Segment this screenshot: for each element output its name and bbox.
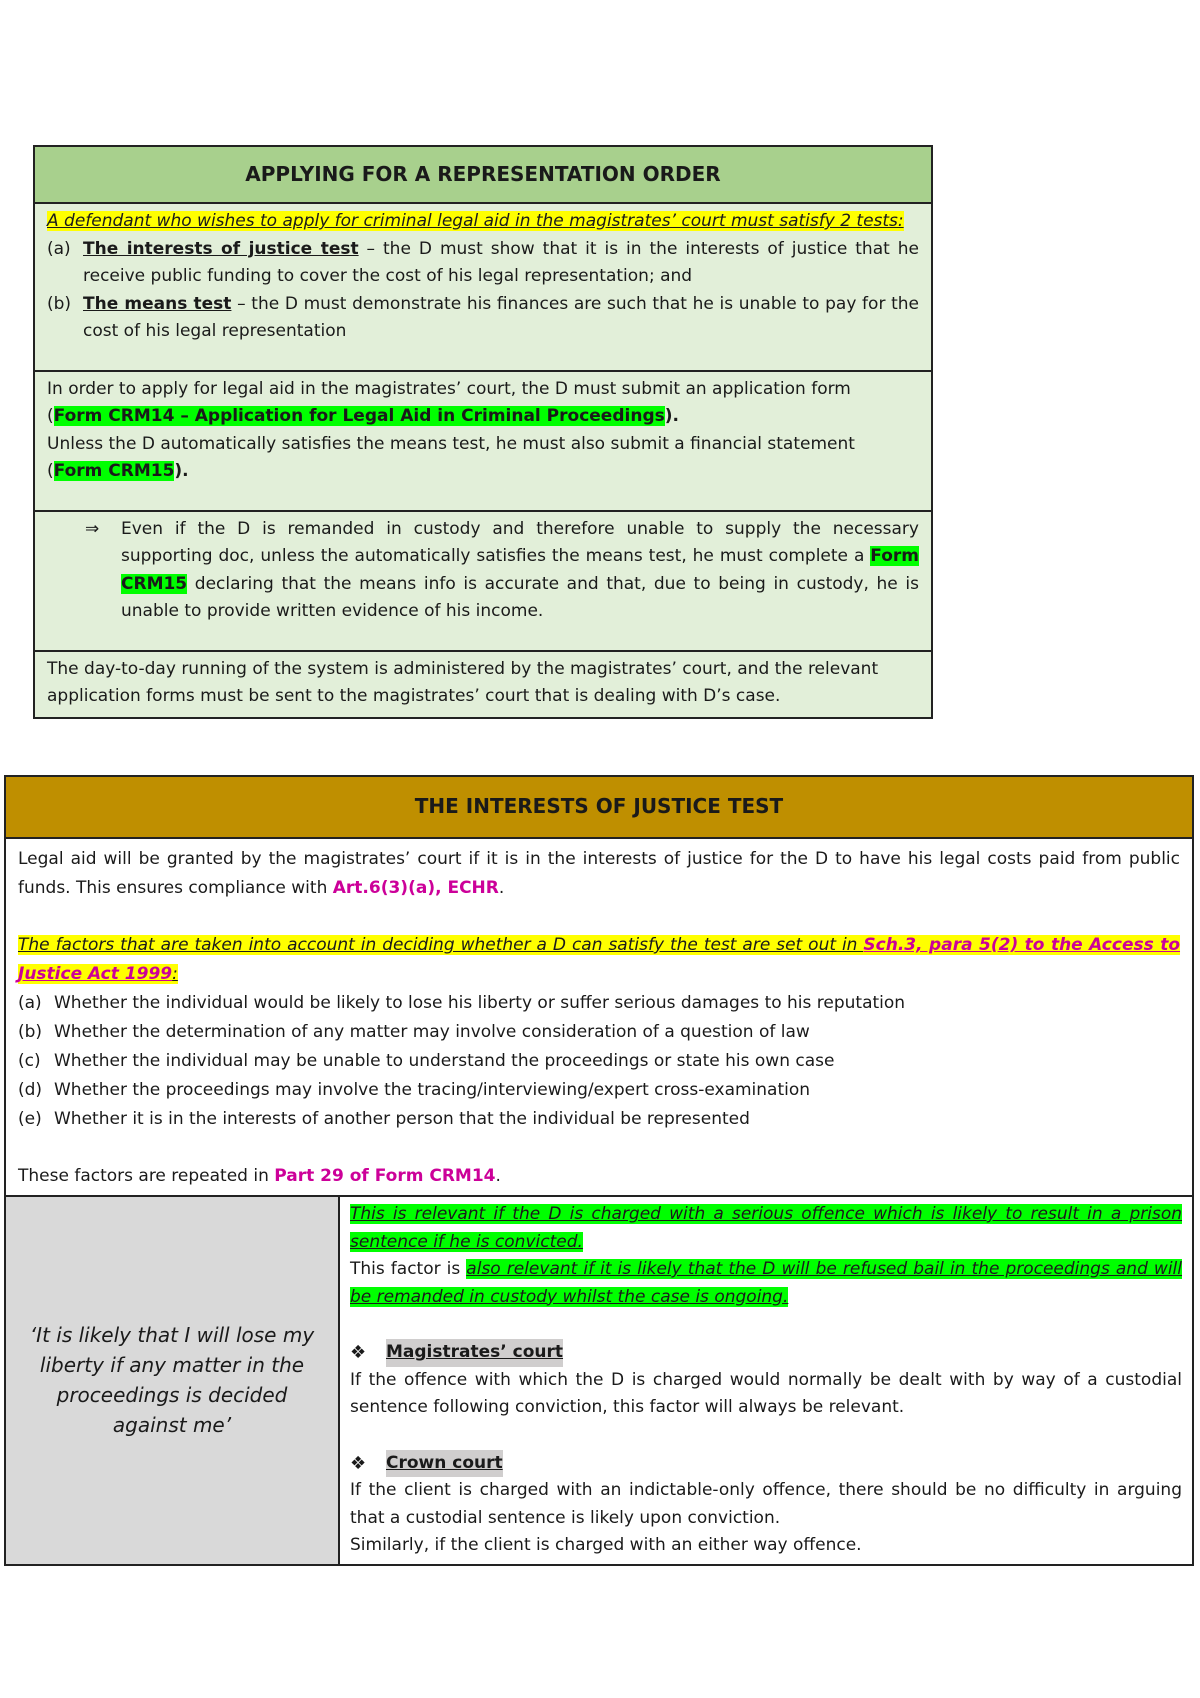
test-body (6, 839, 1192, 1195)
list-item: (b) The means test – the D must demonstrate his finances are such that he is unable to pay for the cost of his legal representation (47, 293, 919, 341)
list-item: (e) Whether it is in the interests of another person that the individual be represented (18, 1109, 750, 1129)
intro-text: A defendant who wishes to apply for criminal legal aid in the magistrates’ court must satisfy 2 tests: (47, 211, 904, 231)
apply-line: In order to apply for legal aid in the magistrates’ court, the D must submit an application form (47, 378, 851, 399)
running-section: The day-to-day running of the system is administered by the magistrates’ court, and the relevant application forms must be sent to the magistrates’ court that is dealing with D’s case. (35, 650, 931, 717)
form-crm14-line: (Form CRM14 – Application for Legal Aid in Criminal Proceedings). (47, 406, 679, 426)
list-item: (a) The interests of justice test – the D must show that it is in the interests of justice that he receive public funding to cover the cost of his legal representation; and (47, 238, 919, 286)
list-item: (d) Whether the proceedings may involve the tracing/interviewing/expert cross-examination (18, 1080, 811, 1100)
financial-line: Unless the D automatically satisfies the means test, he must also submit a financial statement (47, 433, 855, 454)
custody-section (35, 510, 931, 650)
list-item: (a) Whether the individual would be likely to lose his liberty or suffer serious damages to his reputation (18, 993, 906, 1013)
form-crm15-line: (Form CRM15). (47, 461, 189, 481)
crown-court-text: If the client is charged with an indictable-only offence, there should be no difficulty in arguing that a custodial sentence is likely upon conviction. (350, 1480, 1182, 1528)
arrow-icon: ⇒ (85, 518, 100, 539)
representation-order-table (33, 145, 933, 719)
table-title: APPLYING FOR A REPRESENTATION ORDER (35, 147, 931, 202)
liberty-details: This is relevant if the D is charged with a serious offence which is likely to result in a prison sentence if he is convicted. This factor is also relevant if it is likely that the D will be refused bail in the proceedings and will be remanded in custody whilst the case is ongoing. ❖ Magistrates’ court If the offence with which the D is charged would normally be dealt with by way of a custodial sentence following conviction, this factor will always be relevant. ❖ Crown court If the client is charged with an indictable-only offence, there should be no difficulty in arguing that a custodial sentence is likely upon conviction. Similarly, if the client is charged with an either way offence. (340, 1197, 1192, 1564)
interests-of-justice-table (4, 775, 1194, 1566)
list-item: (b) Whether the determination of any matter may involve consideration of a question of law (18, 1022, 810, 1042)
paragraph: Legal aid will be granted by the magistrates’ court if it is in the interests of justice for the D to have his legal costs paid from public funds. This ensures compliance with Art.6(3)(a), ECHR. (18, 849, 1180, 898)
application-section (35, 370, 931, 510)
crown-court-text-2: Similarly, if the client is charged with an either way offence. (350, 1535, 862, 1555)
diamond-bullet-icon: ❖ (350, 1452, 367, 1474)
factors-intro: The factors that are taken into account in deciding whether a D can satisfy the test are set out in Sch.3, para 5(2) to the Access to Justice Act 1999: (18, 935, 1181, 984)
tests-section (35, 202, 931, 370)
magistrates-court-text: If the offence with which the D is charged would normally be dealt with by way of a custodial sentence following conviction, this factor will always be relevant. (350, 1369, 1182, 1417)
diamond-bullet-icon: ❖ (350, 1342, 367, 1363)
crown-court-heading: ❖ Crown court (350, 1450, 1182, 1478)
list-item: ⇒ Even if the D is remanded in custody and therefore unable to supply the necessary supporting doc, unless the automatically satisfies the means test, he must complete a Form CRM15 declaring that the means info is accurate and that, due to being in custody, he is unable to provide written evidence of his income. (47, 516, 919, 626)
table-title: THE INTERESTS OF JUSTICE TEST (6, 777, 1192, 839)
repeat-line: These factors are repeated in Part 29 of Form CRM14. (18, 1166, 501, 1186)
liberty-quote: ‘It is likely that I will lose my liberty if any matter in the proceedings is decided against me’ (6, 1197, 340, 1564)
magistrates-court-heading: ❖ Magistrates’ court (350, 1339, 1182, 1367)
list-item: (c) Whether the individual may be unable to understand the proceedings or state his own case (18, 1051, 835, 1071)
liberty-factor-row (6, 1195, 1192, 1564)
